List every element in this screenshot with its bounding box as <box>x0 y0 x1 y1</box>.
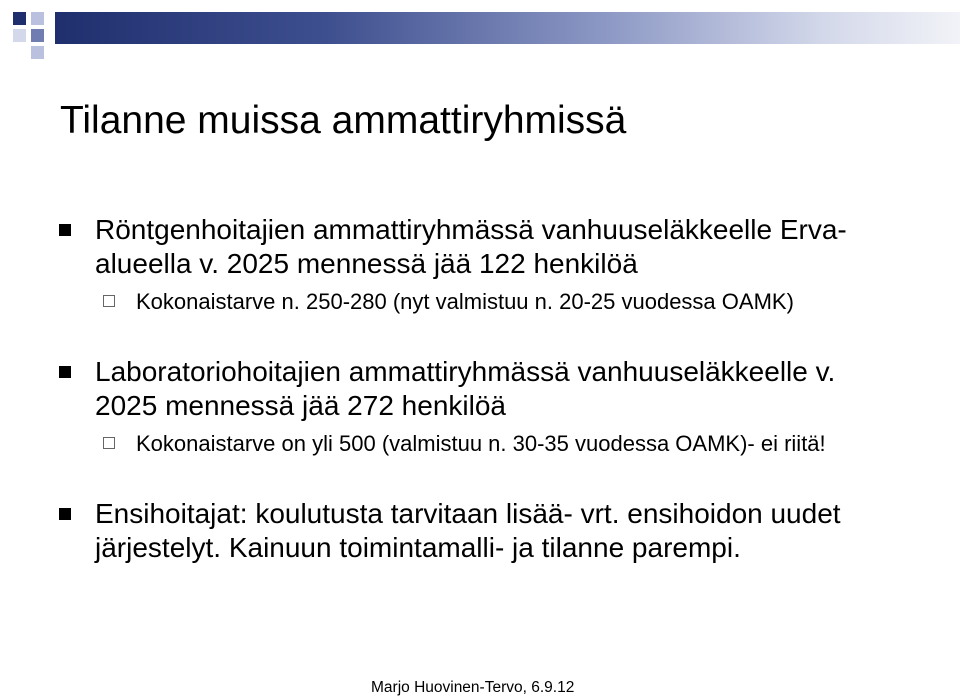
deco-square <box>13 29 26 42</box>
slide-footer: Marjo Huovinen-Tervo, 6.9.12 <box>371 679 575 696</box>
sub-bullet-item: Kokonaistarve n. 250-280 (nyt valmistuu n. 20-25 vuodessa OAMK) <box>136 289 794 314</box>
slide-title: Tilanne muissa ammattiryhmissä <box>60 99 627 142</box>
deco-square <box>31 46 44 59</box>
bullet-square-icon <box>59 508 71 520</box>
deco-square <box>13 12 26 25</box>
bullet-item: Röntgenhoitajien ammattiryhmässä vanhuuseläkkeelle Erva-alueella v. 2025 mennessä jää 122 henkilöä <box>95 214 847 279</box>
deco-square <box>31 29 44 42</box>
header-decoration <box>0 0 960 60</box>
bullet-square-icon <box>59 366 71 378</box>
sub-bullet-square-icon <box>103 295 115 307</box>
bullet-item: Ensihoitajat: koulutusta tarvitaan lisää- vrt. ensihoidon uudet järjestelyt. Kainuun toimintamalli- ja tilanne parempi. <box>95 498 841 563</box>
header-gradient-bar <box>55 12 960 44</box>
bullet-square-icon <box>59 224 71 236</box>
deco-square <box>31 12 44 25</box>
bullet-item: Laboratoriohoitajien ammattiryhmässä vanhuuseläkkeelle v. 2025 mennessä jää 272 henkilöä <box>95 356 836 421</box>
sub-bullet-item: Kokonaistarve on yli 500 (valmistuu n. 30-35 vuodessa OAMK)- ei riitä! <box>136 431 826 456</box>
sub-bullet-square-icon <box>103 437 115 449</box>
